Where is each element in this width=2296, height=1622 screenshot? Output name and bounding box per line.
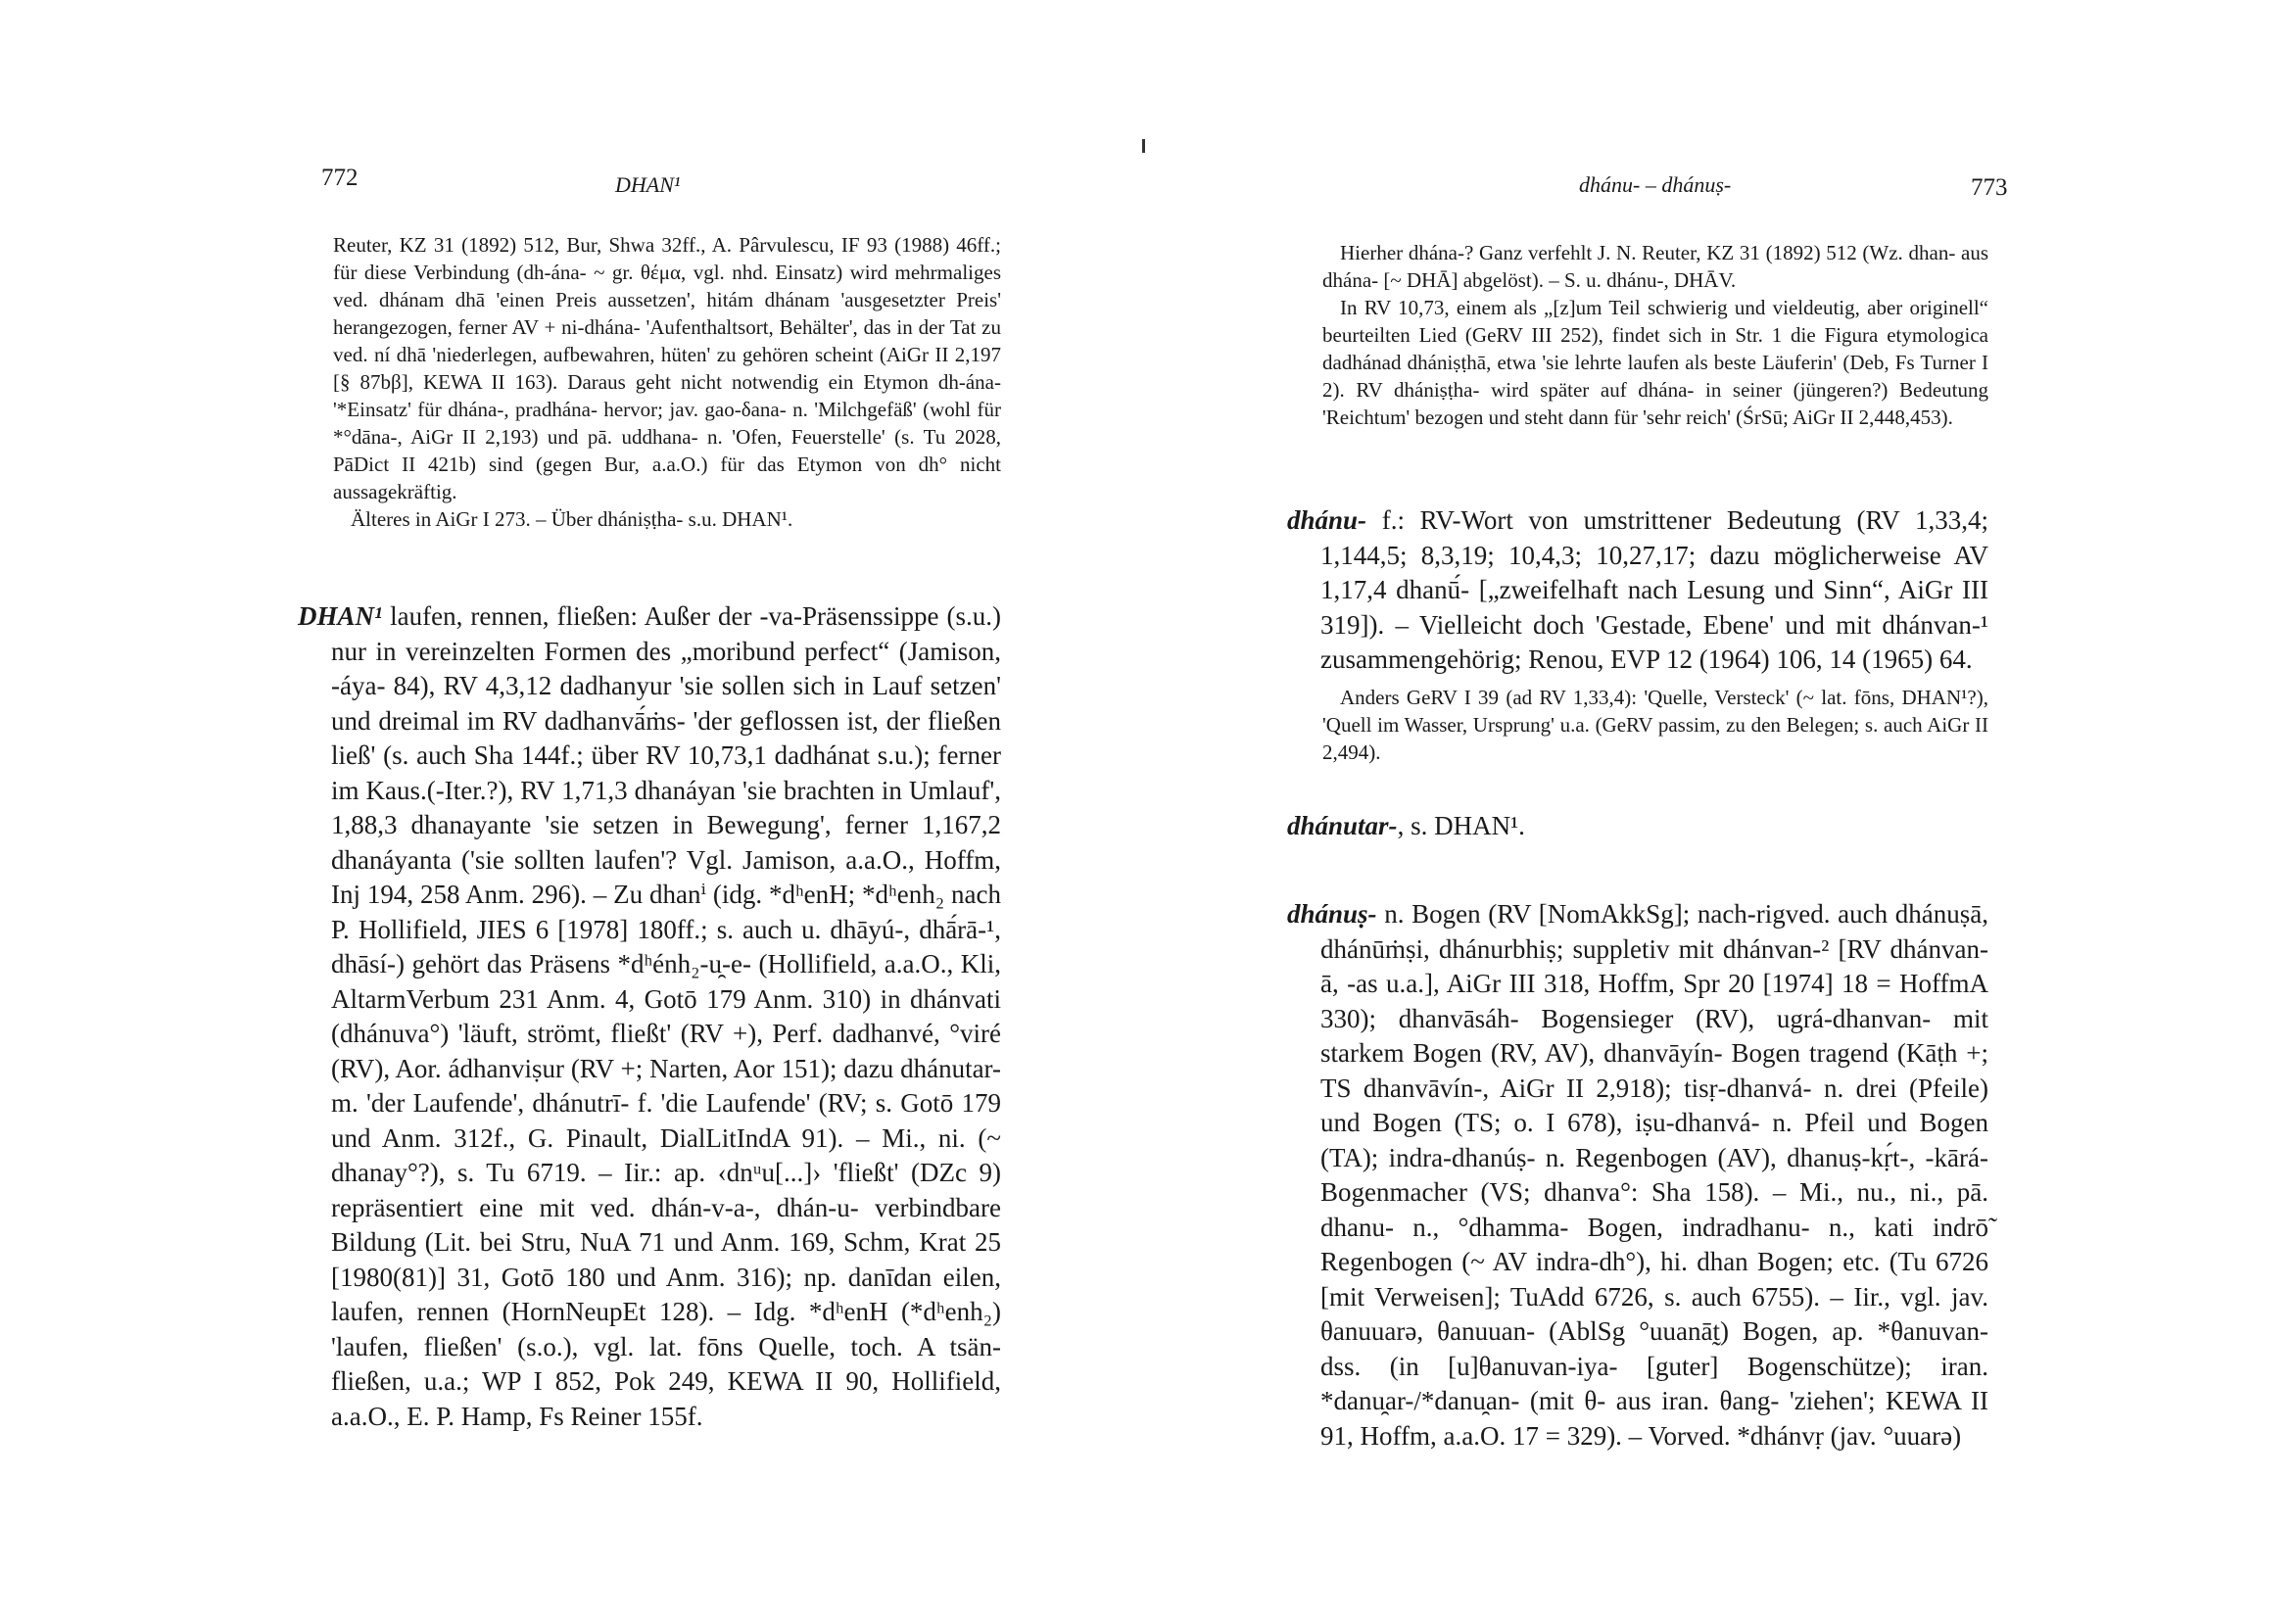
- running-head: dhánu- – dhánuṣ-: [1579, 172, 1732, 197]
- continuation-block: [333, 231, 1001, 533]
- entry-note: Anders GeRV I 39 (ad RV 1,33,4): 'Quelle, Versteck' (~ lat. fōns, DHAN¹?), 'Quell im Wasser, Ursprung' u.a. (GeRV passim, zu den Belegen; s. auch AiGr II 2,494).: [1322, 686, 1988, 764]
- entry-paragraph: [1287, 503, 1988, 678]
- page-number: 772: [321, 165, 359, 191]
- entry-paragraph: [298, 599, 1001, 1434]
- entry-headword: DHAN¹: [298, 601, 383, 631]
- page-number: 773: [1971, 174, 2008, 201]
- continuation-block: [1322, 239, 1988, 431]
- scan-mark: [1142, 139, 1145, 153]
- entry-dhanutar: [1287, 809, 1988, 844]
- right-page: [1148, 0, 2296, 1622]
- entry-text: n. Bogen (RV [NomAkkSg]; nach-rigved. auch dhánuṣā, dhánūṁṣi, dhánurbhiṣ; suppletiv mit dhánvan-² [RV dhánvan-ā, -as u.a.], AiGr III 318, Hoffm, Spr 20 [1974] 18 = HoffmA 330); dhanvāsáh- Bogensieger (RV), ugrá-dhanvan- mit starkem Bogen (RV, AV), dhanvāyín- Bogen tragend (Kāṭh +; TS dhanvāvín-, AiGr II 2,918); tisṛ-dhanvá- n. drei (Pfeile) und Bogen (TS; o. I 678), iṣu-dhanvá- n. Pfeil und Bogen (TA); indra-dhanúṣ- n. Regenbogen (AV), dhanuṣ-kṛ́t-, -kārá- Bogenmacher (VS; dhanva°: Sha 158). – Mi., nu., ni., pā. dhanu- n., °dhamma- Bogen, indradhanu- n., kati indrō̃ Regenbogen (~ AV indra-dh°), hi. dhan Bogen; etc. (Tu 6726 [mit Verweisen]; TuAdd 6726, s. auch 6755). – Iir., vgl. jav. θanuuarə, θanuuan- (AblSg °uuanāt̰) Bogen, ap. *θanuvan- dss. (in [u]θanuvan-iya- [guter] Bogenschütze); iran. *danu̯ar-/*danu̯an- (mit θ- aus iran. θang- 'ziehen'; KEWA II 91, Hoffm, a.a.O. 17 = 329). – Vorved. *dhánvṛ (jav. °uuarə): [1320, 899, 1988, 1451]
- continuation-paragraph: Hierher dhána-? Ganz verfehlt J. N. Reuter, KZ 31 (1892) 512 (Wz. dhan- aus dhána- [~ DHĀ] abgelöst). – S. u. dhánu-, DHĀV.: [1322, 241, 1988, 292]
- entry-headword: dhánuṣ-: [1287, 899, 1377, 929]
- entry-dhanu: [1287, 503, 1988, 678]
- entry-paragraph: [1287, 809, 1988, 844]
- entry-dhanus: [1287, 897, 1988, 1454]
- entry-text: , s. DHAN¹.: [1397, 811, 1525, 840]
- entry-text: f.: RV-Wort von umstrittener Bedeutung (RV 1,33,4; 1,144,5; 8,3,19; 10,4,3; 10,27,17; dazu möglicherweise AV 1,17,4 dhanū́- [„zweifelhaft nach Lesung und Sinn“, AiGr III 319]). – Vielleicht doch 'Gestade, Ebene' und mit dhánvan-¹ zusammengehörig; Renou, EVP 12 (1964) 106, 14 (1965) 64.: [1320, 505, 1989, 674]
- continuation-paragraph: Reuter, KZ 31 (1892) 512, Bur, Shwa 32ff., A. Pârvulescu, IF 93 (1988) 46ff.; für diese Verbindung (dh-ána- ~ gr. θέμα, vgl. nhd. Einsatz) wird mehrmaliges ved. dhánam dhā 'einen Preis aussetzen', hitám dhánam 'ausgesetzter Preis' herangezogen, ferner AV + ni-dhána- 'Aufenthaltsort, Behälter', das in der Tat zu ved. ní dhā 'niederlegen, aufbewahren, hüten' zu gehören scheint (AiGr II 2,197 [§ 87bβ], KEWA II 163). Daraus geht nicht notwendig ein Etymon dh-ána- '*Einsatz' für dhána-, pradhána- hervor; jav. gao-δana- n. 'Milchgefäß' (wohl für *°dāna-, AiGr II 2,193) und pā. uddhana- n. 'Ofen, Feuerstelle' (s. Tu 2028, PāDict II 421b) sind (gegen Bur, a.a.O.) für das Etymon von dh° nicht aussagekräftig.: [333, 233, 1001, 503]
- running-head: DHAN¹: [615, 172, 681, 197]
- entry-headword: dhánutar-: [1287, 811, 1398, 840]
- entry-dhan: [298, 599, 1001, 1434]
- entry-paragraph: [1287, 897, 1988, 1454]
- continuation-paragraph-2: In RV 10,73, einem als „[z]um Teil schwierig und vieldeutig, aber originell“ beurteilten Lied (GeRV III 252), findet sich in Str. 1 die Figura etymologica dadhánad dhániṣṭhā, etwa 'sie lehrte laufen als beste Läuferin' (Deb, Fs Turner I 2). RV dhániṣṭha- wird später auf dhána- in seiner (jüngeren?) Bedeutung 'Reichtum' bezogen und steht dann für 'sehr reich' (ŚrSū; AiGr II 2,448,453).: [1322, 296, 1988, 429]
- entry-headword: dhánu-: [1287, 505, 1367, 535]
- entry-dhanu-note: [1322, 684, 1988, 766]
- continuation-note: Älteres in AiGr I 273. – Über dhániṣṭha- s.u. DHAN¹.: [351, 507, 793, 531]
- entry-text: laufen, rennen, fließen: Außer der -va-Präsenssippe (s.u.) nur in vereinzelten Formen des „moribund perfect“ (Jamison, -áya- 84), RV 4,3,12 dadhanyur 'sie sollen sich in Lauf setzen' und dreimal im RV dadhanvā́ṁs- 'der geflossen ist, der fließen ließ' (s. auch Sha 144f.; über RV 10,73,1 dadhánat s.u.); ferner im Kaus.(-Iter.?), RV 1,71,3 dhanáyan 'sie brachten in Umlauf', 1,88,3 dhanayante 'sie setzen in Bewegung', ferner 1,167,2 dhanáyanta ('sie sollten laufen'? Vgl. Jamison, a.a.O., Hoffm, Inj 194, 258 Anm. 296). – Zu dhanⁱ (idg. *dʰenH; *dʰenh₂ nach P. Hollifield, JIES 6 [1978] 180ff.; s. auch u. dhāyú-, dhā́rā-¹, dhāsí-) gehört das Präsens *dʰénh₂-u̯-e- (Hollifield, a.a.O., Kli, AltarmVerbum 231 Anm. 4, Gotō 179 Anm. 310) in dhánvati (dhánuva°) 'läuft, strömt, fließt' (RV +), Perf. dadhanvé, °viré (RV), Aor. ádhanviṣur (RV +; Narten, Aor 151); dazu dhánutar- m. 'der Laufende', dhánutrī- f. 'die Laufende' (RV; s. Gotō 179 und Anm. 312f., G. Pinault, DialLitIndA 91). – Mi., ni. (~ dhanay°?), s. Tu 6719. – Iir.: ap. ‹dnᵘu[...]› 'fließt' (DZc 9) repräsentiert eine mit ved. dhán-v-a-, dhán-u- verbindbare Bildung (Lit. bei Stru, NuA 71 und Anm. 169, Schm, Krat 25 [1980(81)] 31, Gotō 180 und Anm. 316); np. danīdan eilen, laufen, rennen (HornNeupEt 128). – Idg. *dʰenH (*dʰenh₂) 'laufen, fließen' (s.o.), vgl. lat. fōns Quelle, toch. A tsän- fließen, u.a.; WP I 852, Pok 249, KEWA II 90, Hollifield, a.a.O., E. P. Hamp, Fs Reiner 155f.: [331, 601, 1001, 1431]
